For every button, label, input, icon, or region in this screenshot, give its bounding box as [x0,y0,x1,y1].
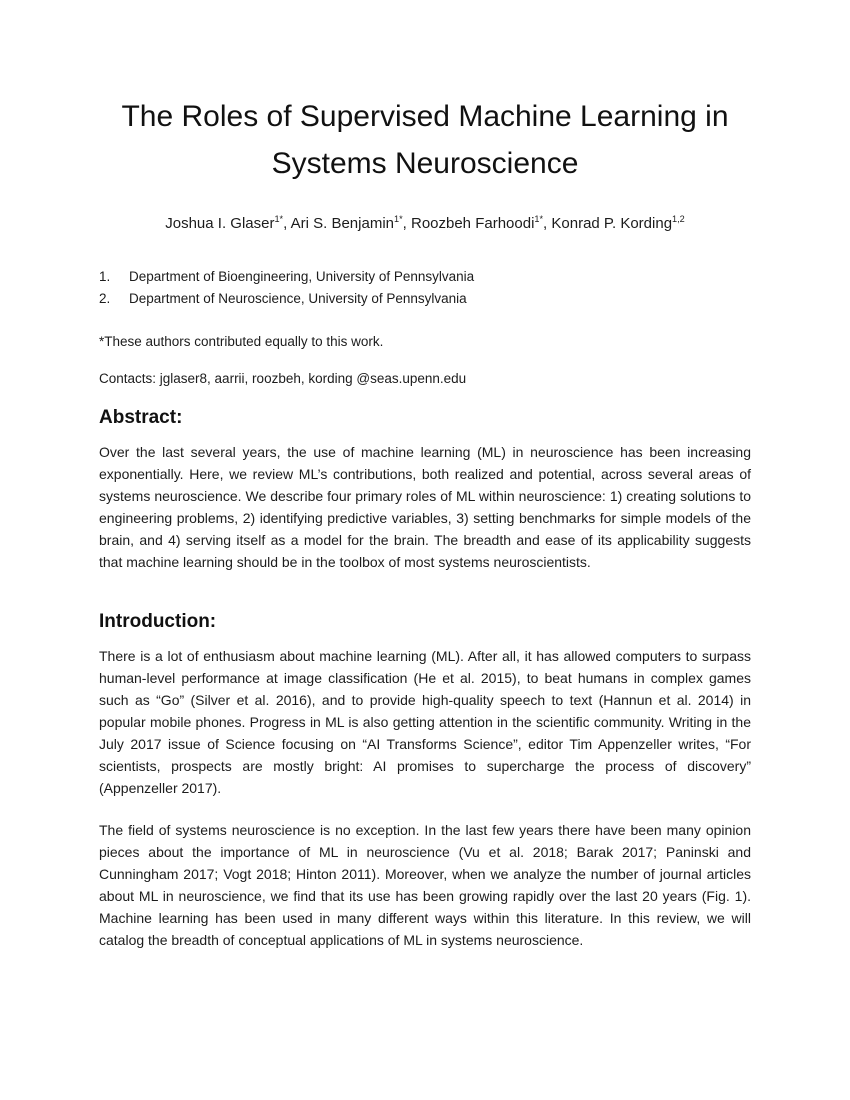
author-affiliation-superscript: 1* [274,214,284,224]
author: Roozbeh Farhoodi$^{1*}$, [410,214,552,232]
intro-paragraph-2: The field of systems neuroscience is no exception. In the last few years there have been many opinion pieces about the importance of ML in neuroscience (Vu et al. 2018; Barak 2017; Paninski and Cunningham 2017; Vogt 2018; Hinton 2011). Moreover, when we analyze the number of journal articles about ML in neuroscience, we find that its use has been growing rapidly over the last 20 years (Fig. 1). Machine learning has been used in many different ways within this literature. In this review, we will catalog the breadth of conceptual applications of ML in systems neuroscience. [99,822,751,948]
abstract-paragraph: Over the last several years, the use of machine learning (ML) in neuroscience has been increasing exponentially. Here, we review ML’s contributions, both realized and potential, across several areas of systems neuroscience. We describe four primary roles of ML within neuroscience: 1) creating solutions to engineering problems, 2) identifying predictive variables, 3) setting benchmarks for simple models of the brain, and 4) serving itself as a model for the brain. The breadth and ease of its applicability suggests that machine learning should be in the toolbox of most systems neuroscientists. [99,444,751,570]
author-affiliation-superscript: 1* [394,214,403,224]
equal-contribution-note: *These authors contributed equally to this work. [99,334,384,349]
author-line [99,214,751,234]
affiliation-number: 1. [99,269,111,284]
affiliation-list [99,266,751,310]
author-affiliation-superscript: 1,2 [672,214,685,224]
abstract-heading: Abstract: [99,407,183,428]
affiliation-item [99,288,751,310]
author: Ari S. Benjamin$^{1*}$, [290,214,411,232]
intro-paragraph-1: There is a lot of enthusiasm about machine learning (ML). After all, it has allowed computers to surpass human-level performance at image classification (He et al. 2015), to beat humans in complex games such as “Go” (Silver et al. 2016), and to provide high-quality speech to text (Hannun et al. 2014) in popular mobile phones. Progress in ML is also getting attention in the scientific community. Writing in the July 2017 issue of Science focusing on “AI Transforms Science”, editor Tim Appenzeller writes, “For scientists, prospects are mostly bright: AI promises to supercharge the process of discovery” (Appenzeller 2017). [99,648,751,796]
affiliation-text: Department of Bioengineering, University of Pennsylvania [129,269,475,284]
author-affiliation-superscript: 1* [534,214,544,224]
paper-title: The Roles of Supervised Machine Learning in Systems Neuroscience [121,100,729,180]
introduction-heading: Introduction: [99,611,217,632]
author: Joshua I. Glaser$^{1*}$, [165,214,291,232]
affiliation-number: 2. [99,291,111,306]
affiliation-item [99,266,751,288]
contacts-line: Contacts: jglaser8, aarrii, roozbeh, kording @seas.upenn.edu [99,371,467,386]
affiliation-text: Department of Neuroscience, University of Pennsylvania [129,291,467,306]
author: Konrad P. Kording$^{1,2}$ [551,214,685,232]
